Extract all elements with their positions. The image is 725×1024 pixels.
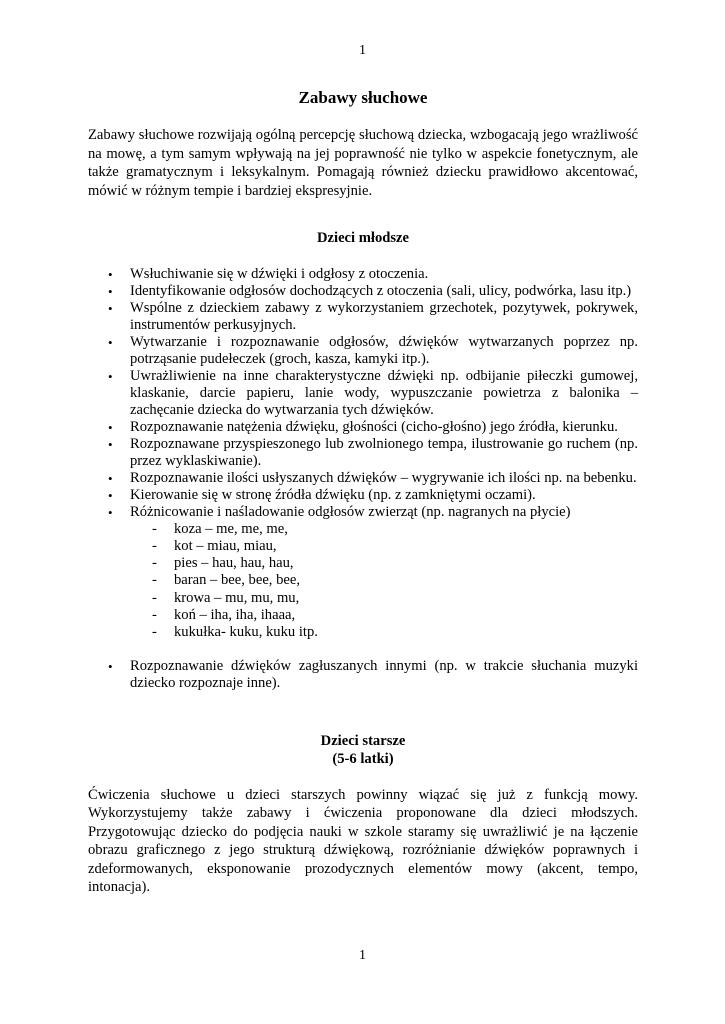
dash-marker: - xyxy=(152,572,157,589)
bullet-icon: • xyxy=(108,266,113,282)
list-item: • Rozpoznawanie ilości usłyszanych dźwięków – wygrywanie ich ilości np. na bebenku. xyxy=(108,469,637,486)
dash-marker: - xyxy=(152,589,157,606)
page-number-top: 1 xyxy=(359,43,366,58)
older-paragraph: Ćwiczenia słuchowe u dzieci starszych powinny wiązać się już z funkcją mowy. Wykorzystujemy także zabawy i ćwiczenia proponowane dla dzieci młodszych. Przygotowując dziecko do podjęcia nauki w szkole staramy się uwrażliwić je na łączenie obrazu graficznego z jego strukturą dźwiękową, rozróżnianie dźwięków poprawnych i zdeformowanych, eksponowanie prozodycznych elementów mowy (akcent, tempo, intonacja). xyxy=(88,786,638,896)
bullet-icon: • xyxy=(108,487,113,503)
list-item: • Rozpoznawane przyspieszonego lub zwolnionego tempa, ilustrowanie go ruchem (np. przez wyklaskiwanie). xyxy=(108,435,638,469)
dash-marker: - xyxy=(152,624,157,641)
bullet-icon: • xyxy=(108,658,113,674)
bullet-icon: • xyxy=(108,283,113,299)
list-item: • Identyfikowanie odgłosów dochodzących z otoczenia (sali, ulicy, podwórka, lasu itp.) xyxy=(108,282,632,299)
list-item: - koza – me, me, me, xyxy=(152,520,288,537)
younger-bullet-list-final xyxy=(88,658,638,692)
list-item: • Rozpoznawanie natężenia dźwięku, głośności (cicho-głośno) jego źródła, kierunku. xyxy=(108,418,618,435)
list-item: - krowa – mu, mu, mu, xyxy=(152,589,300,606)
bullet-icon: • xyxy=(108,334,113,350)
bullet-icon: • xyxy=(108,300,113,316)
bullet-icon: • xyxy=(108,368,113,384)
list-item: • Różnicowanie i naśladowanie odgłosów zwierząt (np. nagranych na płycie) - koza – me, me, me, - kot – miau, miau, - pies – hau, hau, hau, - baran – bee, bee, bee, - krowa – mu, mu, mu, - koń – iha, iha, ihaaa, - kukułka- kuku, kuku itp. xyxy=(88,504,638,642)
intro-paragraph: Zabawy słuchowe rozwijają ogólną percepcję słuchową dziecka, wzbogacają jego wrażliwość na mowę, a tym samym wpływają na jej poprawność nie tylko w aspekcie fonetycznym, ale także gramatycznym i leksykalnym. Pomagają również dziecku prawidłowo akcentować, mówić w różnym tempie i bardziej ekspresyjnie. xyxy=(88,127,638,199)
bullet-icon: • xyxy=(108,419,113,435)
animal-sounds-list xyxy=(130,521,638,642)
list-item: • Uwrażliwienie na inne charakterystyczne dźwięki np. odbijanie piłeczki gumowej, klaskanie, darcie papieru, lanie wody, wypuszczanie powietrza z balonika – zachęcanie dziecka do wytwarzania tych dźwięków. xyxy=(108,367,638,418)
document-title: Zabawy słuchowe xyxy=(298,88,428,107)
dash-marker: - xyxy=(152,537,157,554)
dash-marker: - xyxy=(152,555,157,572)
younger-bullet-list xyxy=(88,266,638,642)
list-item: • Wspólne z dzieckiem zabawy z wykorzystaniem grzechotek, pozytywek, pokrywek, instrumentów perkusyjnych. xyxy=(108,299,638,333)
list-item: - baran – bee, bee, bee, xyxy=(152,572,300,589)
list-item: - koń – iha, iha, ihaaa, xyxy=(152,606,296,623)
dash-marker: - xyxy=(152,606,157,623)
section-heading-younger: Dzieci młodsze xyxy=(317,230,409,246)
list-item: - kukułka- kuku, kuku itp. xyxy=(152,624,318,641)
bullet-icon: • xyxy=(108,504,113,520)
bullet-icon: • xyxy=(108,436,113,452)
list-item: • Rozpoznawanie dźwięków zagłuszanych innymi (np. w trakcie słuchania muzyki dziecko rozpoznaje inne). xyxy=(108,657,638,691)
document-content xyxy=(88,88,638,897)
list-item: • Wsłuchiwanie się w dźwięki i odgłosy z otoczenia. xyxy=(108,265,429,282)
section-heading-older: Dzieci starsze xyxy=(320,732,406,749)
list-item: - pies – hau, hau, hau, xyxy=(152,555,294,572)
list-item: - kot – miau, miau, xyxy=(152,537,277,554)
page-number-bottom: 1 xyxy=(359,948,366,963)
bullet-icon: • xyxy=(108,470,113,486)
list-item: • Kierowanie się w stronę źródła dźwięku (np. z zamkniętymi oczami). xyxy=(108,486,536,503)
section-subheading-older: (5-6 latki) xyxy=(332,751,394,768)
list-item: • Wytwarzanie i rozpoznawanie odgłosów, dźwięków wytwarzanych poprzez np. potrząsanie pudełeczek (groch, kasza, kamyki itp.). xyxy=(108,333,638,367)
dash-marker: - xyxy=(152,520,157,537)
